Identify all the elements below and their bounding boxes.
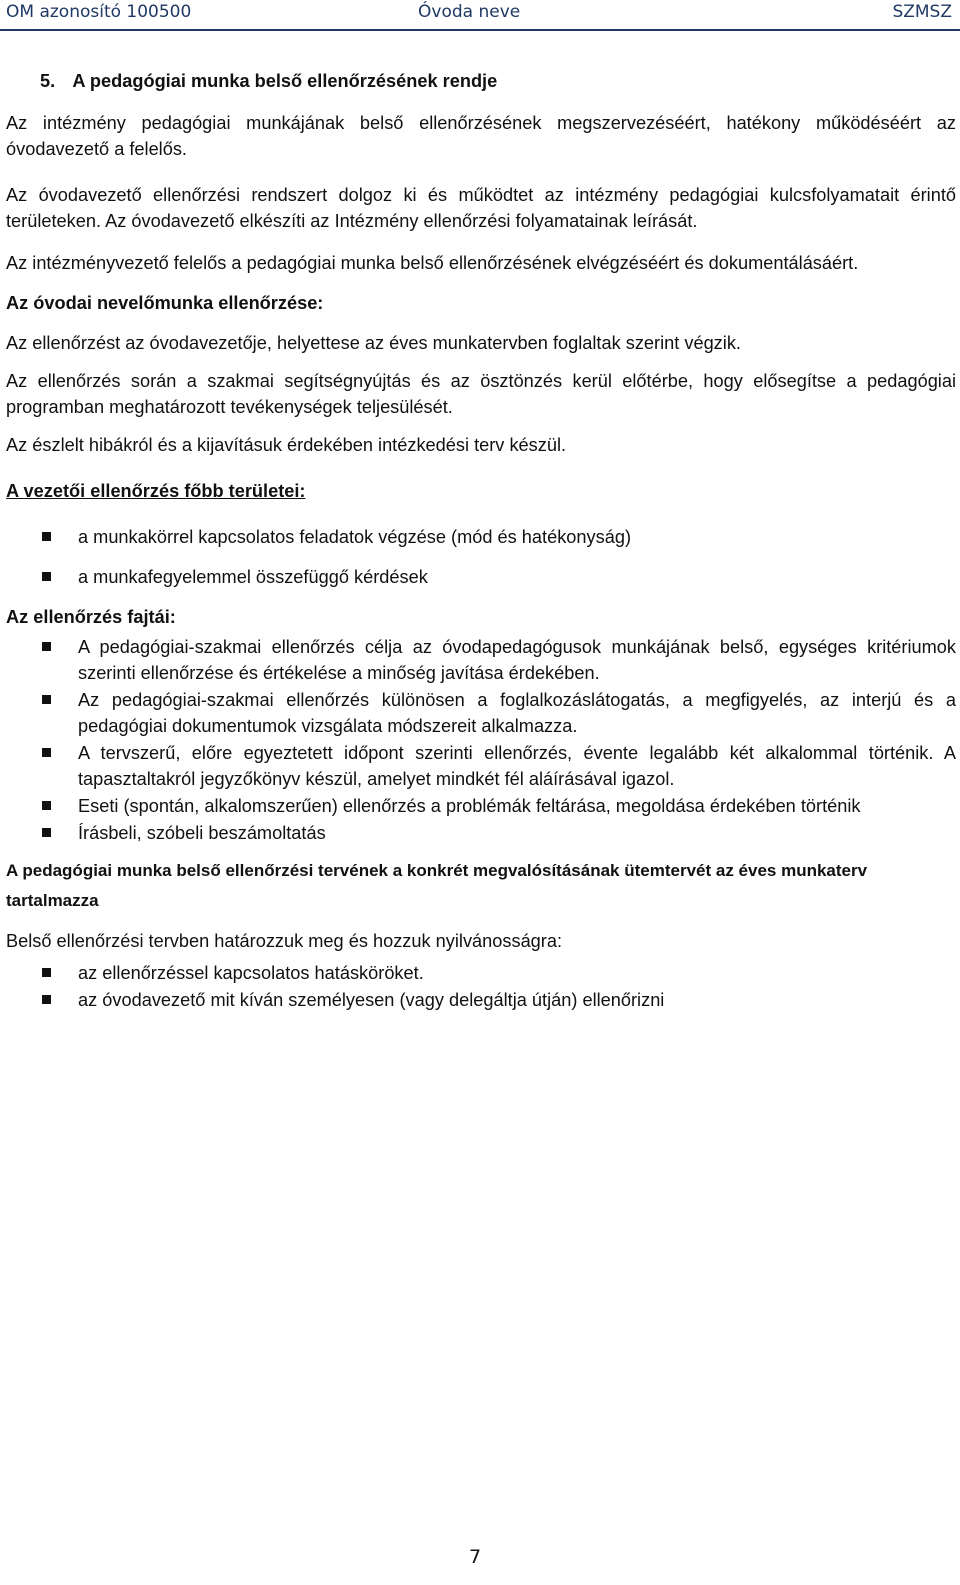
bullet-square-icon [42, 995, 51, 1004]
bullet-square-icon [42, 968, 51, 977]
list-item: Írásbeli, szóbeli beszámoltatás [6, 820, 956, 846]
heading-main-areas: A vezetői ellenőrzés főbb területei: [6, 481, 306, 501]
main-areas-list [6, 524, 956, 590]
paragraph-control-system: Az óvodavezető ellenőrzési rendszert dolgoz ki és működtet az intézmény pedagógiai kulcsfolyamatait érintő területeken. Az óvodavezető elkészíti az Intézmény ellenőrzési folyamatainak leírását. [6, 185, 956, 231]
page-header [0, 0, 960, 28]
section-title-text: A pedagógiai munka belső ellenőrzésének rendje [72, 71, 498, 91]
section-title [6, 68, 956, 94]
bullet-square-icon [42, 695, 51, 704]
section-number: 5. [40, 71, 56, 91]
list-item: a munkafegyelemmel összefüggő kérdések [6, 564, 956, 590]
header-om-id: OM azonosító 100500 [6, 2, 192, 22]
publication-list [6, 960, 956, 1013]
list-item: az óvodavezető mit kíván személyesen (vagy delegáltja útján) ellenőrizni [6, 987, 956, 1013]
paragraph-professional-support: Az ellenőrzés során a szakmai segítségnyújtás és az ösztönzés kerül előtérbe, hogy elősegítse a pedagógiai programban meghatározott tevékenységek teljesülését. [6, 371, 956, 417]
paragraph-action-plan: Az észlelt hibákról és a kijavításuk érdekében intézkedési terv készül. [6, 435, 567, 455]
header-kindergarten-name: Óvoda neve [418, 2, 521, 22]
paragraph-publication: Belső ellenőrzési tervben határozzuk meg és hozzuk nyilvánosságra: [6, 931, 563, 951]
heading-nevelomunka: Az óvodai nevelőmunka ellenőrzése: [6, 293, 324, 313]
list-item: A tervszerű, előre egyeztetett időpont szerinti ellenőrzés, évente legalább két alkalommal történik. A tapasztaltakról jegyzőkönyv készül, amelyet mindkét fél aláírásával igazol. [6, 740, 956, 792]
heading-inspection-types: Az ellenőrzés fajtái: [6, 607, 176, 627]
bullet-square-icon [42, 642, 51, 651]
bullet-square-icon [42, 748, 51, 757]
inspection-types-list [6, 634, 956, 846]
bullet-square-icon [42, 801, 51, 810]
document-body [6, 68, 956, 1014]
header-divider [0, 29, 960, 31]
paragraph-who-inspects: Az ellenőrzést az óvodavezetője, helyettese az éves munkatervben foglaltak szerint végzik. [6, 333, 741, 353]
list-item: a munkakörrel kapcsolatos feladatok végzése (mód és hatékonyság) [6, 524, 956, 550]
bullet-square-icon [42, 828, 51, 837]
header-doc-type: SZMSZ [892, 2, 952, 22]
list-item: Eseti (spontán, alkalomszerűen) ellenőrzés a problémák feltárása, megoldása érdekében történik [6, 793, 956, 819]
bullet-square-icon [42, 532, 51, 541]
list-item: az ellenőrzéssel kapcsolatos hatásköröket. [6, 960, 956, 986]
paragraph-responsibility: Az intézmény pedagógiai munkájának belső ellenőrzésének megszervezéséért, hatékony működéséért az óvodavezető a felelős. [6, 113, 956, 159]
list-item: A pedagógiai-szakmai ellenőrzés célja az óvodapedagógusok munkájának belső, egységes kritériumok szerinti ellenőrzése és értékelése a minőség javítása érdekében. [6, 634, 956, 686]
page-number: 7 [469, 1546, 482, 1568]
heading-schedule: A pedagógiai munka belső ellenőrzési tervének a konkrét megvalósításának ütemtervét az éves munkaterv tartalmazza [6, 861, 868, 910]
paragraph-director-responsible: Az intézményvezető felelős a pedagógiai munka belső ellenőrzésének elvégzéséért és dokumentálásáért. [6, 253, 859, 273]
bullet-square-icon [42, 572, 51, 581]
list-item: Az pedagógiai-szakmai ellenőrzés különösen a foglalkozáslátogatás, a megfigyelés, az interjú és a pedagógiai dokumentumok vizsgálata módszereit alkalmazza. [6, 687, 956, 739]
